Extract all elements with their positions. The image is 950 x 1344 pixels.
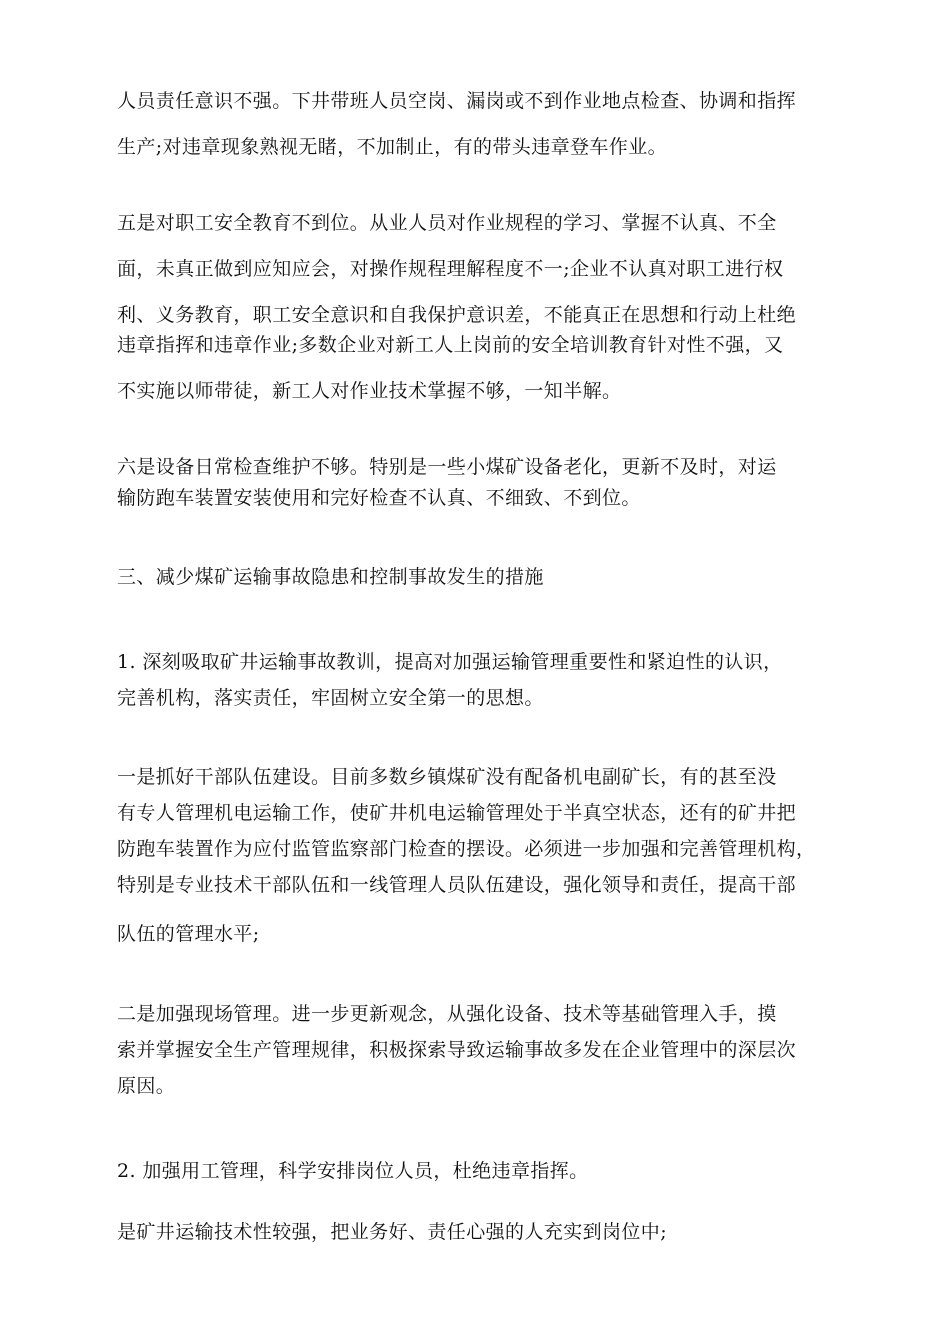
subheading: 2. 加强用工管理，科学安排岗位人员，杜绝违章指挥。: [117, 1160, 589, 1182]
text-line: 完善机构，落实责任，牢固树立安全第一的思想。: [117, 687, 544, 709]
section-heading: 三、减少煤矿运输事故隐患和控制事故发生的措施: [117, 566, 544, 588]
text-line: 六是设备日常检查维护不够。特别是一些小煤矿设备老化，更新不及时，对运: [117, 456, 777, 478]
text-line: 特别是专业技术干部队伍和一线管理人员队伍建设，强化领导和责任，提高干部: [117, 874, 797, 896]
text-line: 输防跑车装置安装使用和完好检查不认真、不细致、不到位。: [117, 487, 641, 509]
text-line: 利、义务教育，职工安全意识和自我保护意识差，不能真正在思想和行动上杜绝: [117, 304, 797, 326]
text-line: 不实施以师带徒，新工人对作业技术掌握不够，一知半解。: [117, 380, 622, 402]
text-line: 有专人管理机电运输工作，使矿井机电运输管理处于半真空状态，还有的矿井把: [117, 802, 797, 824]
text-line: 二是加强现场管理。进一步更新观念，从强化设备、技术等基础管理入手，摸: [117, 1003, 777, 1025]
text-line: 人员责任意识不强。下井带班人员空岗、漏岗或不到作业地点检查、协调和指挥: [117, 90, 797, 112]
text-line: 是矿井运输技术性较强，把业务好、责任心强的人充实到岗位中;: [117, 1221, 668, 1243]
text-line: 索并掌握安全生产管理规律，积极探索导致运输事故多发在企业管理中的深层次: [117, 1039, 797, 1061]
text-line: 原因。: [117, 1075, 176, 1097]
subheading: 1. 深刻吸取矿井运输事故教训，提高对加强运输管理重要性和紧迫性的认识，: [117, 651, 783, 673]
text-line: 队伍的管理水平;: [117, 923, 260, 945]
text-line: 生产;对违章现象熟视无睹，不加制止，有的带头违章登车作业。: [117, 136, 668, 158]
text-line: 面，未真正做到应知应会，对操作规程理解程度不一;企业不认真对职工进行权: [117, 258, 784, 280]
text-line: 五是对职工安全教育不到位。从业人员对作业规程的学习、掌握不认真、不全: [117, 212, 777, 234]
text-line: 违章指挥和违章作业;多数企业对新工人上岗前的安全培训教育针对性不强，又: [117, 334, 784, 356]
text-line: 防跑车装置作为应付监管监察部门检查的摆设。必须进一步加强和完善管理机构，: [117, 838, 816, 860]
text-line: 一是抓好干部队伍建设。目前多数乡镇煤矿没有配备机电副矿长，有的甚至没: [117, 766, 777, 788]
